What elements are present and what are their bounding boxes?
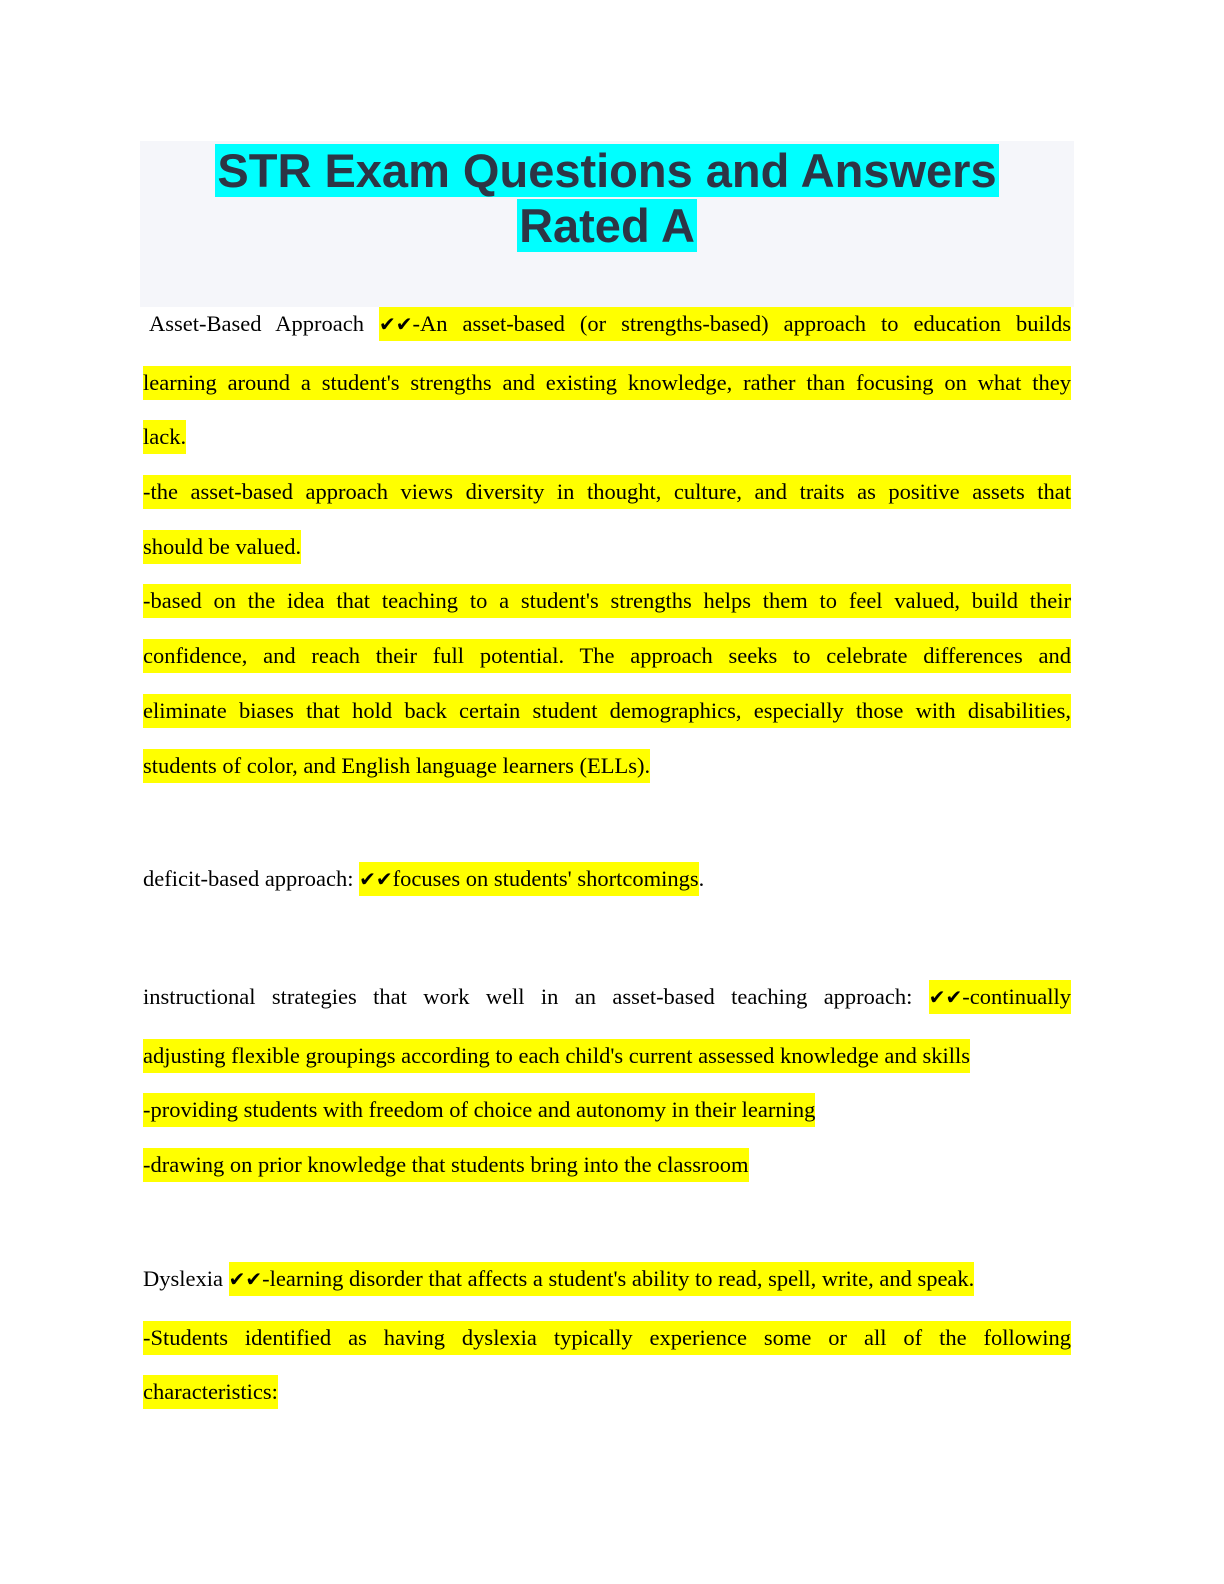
asset-based-line-5	[143, 532, 1071, 562]
deficit-based-definition: focuses on students' shortcomings	[392, 866, 699, 891]
strategies-term: instructional strategies that work well in an asset-based teaching approach:	[143, 984, 913, 1009]
asset-based-text-4: -the asset-based approach views diversity in thought, culture, and traits as positive assets that	[143, 475, 1071, 509]
asset-based-term: Asset-Based Approach	[149, 311, 364, 336]
strategies-line-4	[143, 1150, 1071, 1180]
dyslexia-line-2	[143, 1323, 1071, 1353]
page-subtitle: Rated A	[519, 199, 695, 252]
asset-based-line-9	[143, 751, 1071, 781]
check-mark-icon: ✔✔	[928, 985, 963, 1009]
asset-based-line-2	[143, 368, 1071, 398]
check-mark-icon: ✔✔	[378, 312, 413, 336]
dyslexia-text-1: -learning disorder that affects a student's ability to read, spell, write, and speak.	[262, 1266, 975, 1291]
dyslexia-line-1	[143, 1264, 1071, 1294]
check-mark-icon: ✔✔	[228, 1267, 263, 1291]
strategies-text-2: adjusting flexible groupings according to each child's current assessed knowledge and skills	[143, 1039, 970, 1073]
asset-based-text-5: should be valued.	[143, 530, 301, 564]
strategies-line-1	[143, 982, 1071, 1012]
strategies-line-3	[143, 1095, 1071, 1125]
strategies-text-1: -continually	[962, 984, 1072, 1009]
asset-based-line-7	[143, 641, 1071, 671]
asset-based-text-9: students of color, and English language learners (ELLs).	[143, 749, 650, 783]
dyslexia-text-3: characteristics:	[143, 1375, 278, 1409]
deficit-based-line	[143, 864, 1071, 894]
asset-based-text-7: confidence, and reach their full potential. The approach seeks to celebrate differences and	[143, 639, 1071, 673]
asset-based-line-1	[143, 309, 1071, 339]
asset-based-text-2: learning around a student's strengths and existing knowledge, rather than focusing on what they	[143, 366, 1071, 400]
asset-based-line-6	[143, 586, 1071, 616]
strategies-text-4: -drawing on prior knowledge that students bring into the classroom	[143, 1148, 749, 1182]
title-banner	[140, 141, 1074, 307]
asset-based-text-6: -based on the idea that teaching to a student's strengths helps them to feel valued, build their	[143, 584, 1071, 618]
strategies-text-3: -providing students with freedom of choice and autonomy in their learning	[143, 1093, 815, 1127]
strategies-line-2	[143, 1041, 1071, 1071]
title-line-2	[140, 198, 1074, 253]
dyslexia-text-2: -Students identified as having dyslexia typically experience some or all of the following	[143, 1321, 1071, 1355]
title-line-1	[140, 143, 1074, 198]
deficit-based-term: deficit-based approach:	[143, 866, 354, 891]
asset-based-line-3	[143, 422, 1071, 452]
dyslexia-term: Dyslexia	[143, 1266, 223, 1291]
asset-based-text-1: -An asset-based (or strengths-based) approach to education builds	[412, 311, 1072, 336]
asset-based-line-8	[143, 696, 1071, 726]
page-title: STR Exam Questions and Answers	[217, 144, 997, 197]
asset-based-line-4	[143, 477, 1071, 507]
deficit-based-period: .	[698, 866, 705, 891]
asset-based-text-8: eliminate biases that hold back certain student demographics, especially those with disabilities,	[143, 694, 1071, 728]
dyslexia-line-3	[143, 1377, 1071, 1407]
asset-based-text-3: lack.	[143, 420, 186, 454]
check-mark-icon: ✔✔	[359, 867, 393, 891]
